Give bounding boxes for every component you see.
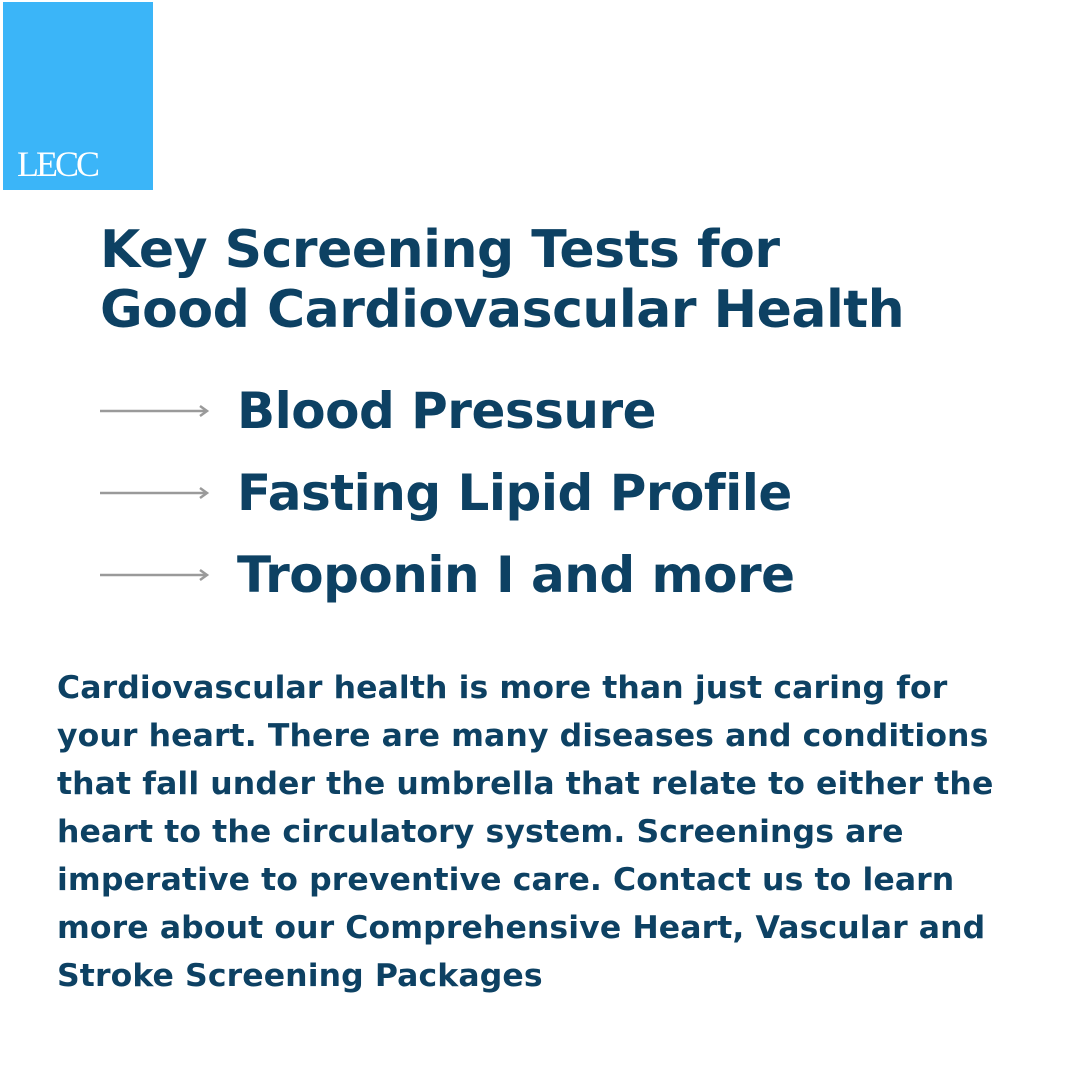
list-item-blood-pressure xyxy=(100,370,1000,452)
test-label: Fasting Lipid Profile xyxy=(237,464,792,522)
page-title-line-1: Key Screening Tests for xyxy=(100,220,780,280)
list-item-troponin xyxy=(100,534,1000,616)
screening-tests-list xyxy=(100,370,1000,616)
test-label: Blood Pressure xyxy=(237,382,657,440)
list-item-fasting-lipid-profile xyxy=(100,452,1000,534)
logo-text: LECC xyxy=(17,144,98,184)
page-title-line-2: Good Cardiovascular Health xyxy=(100,280,905,340)
arrow-right-icon xyxy=(100,404,210,418)
arrow-right-icon xyxy=(100,486,210,500)
test-label: Troponin I and more xyxy=(237,546,795,604)
page-title xyxy=(100,220,1000,340)
arrow-right-icon xyxy=(100,568,210,582)
logo xyxy=(3,2,153,190)
description-paragraph: Cardiovascular health is more than just caring for your heart. There are many diseases and conditions that fall under the umbrella that relate to either the heart to the circulatory system. Screenings are imperative to preventive care. Contact us to learn more about our Comprehensive Heart, Vascular and Stroke Screening Packages xyxy=(57,670,994,994)
